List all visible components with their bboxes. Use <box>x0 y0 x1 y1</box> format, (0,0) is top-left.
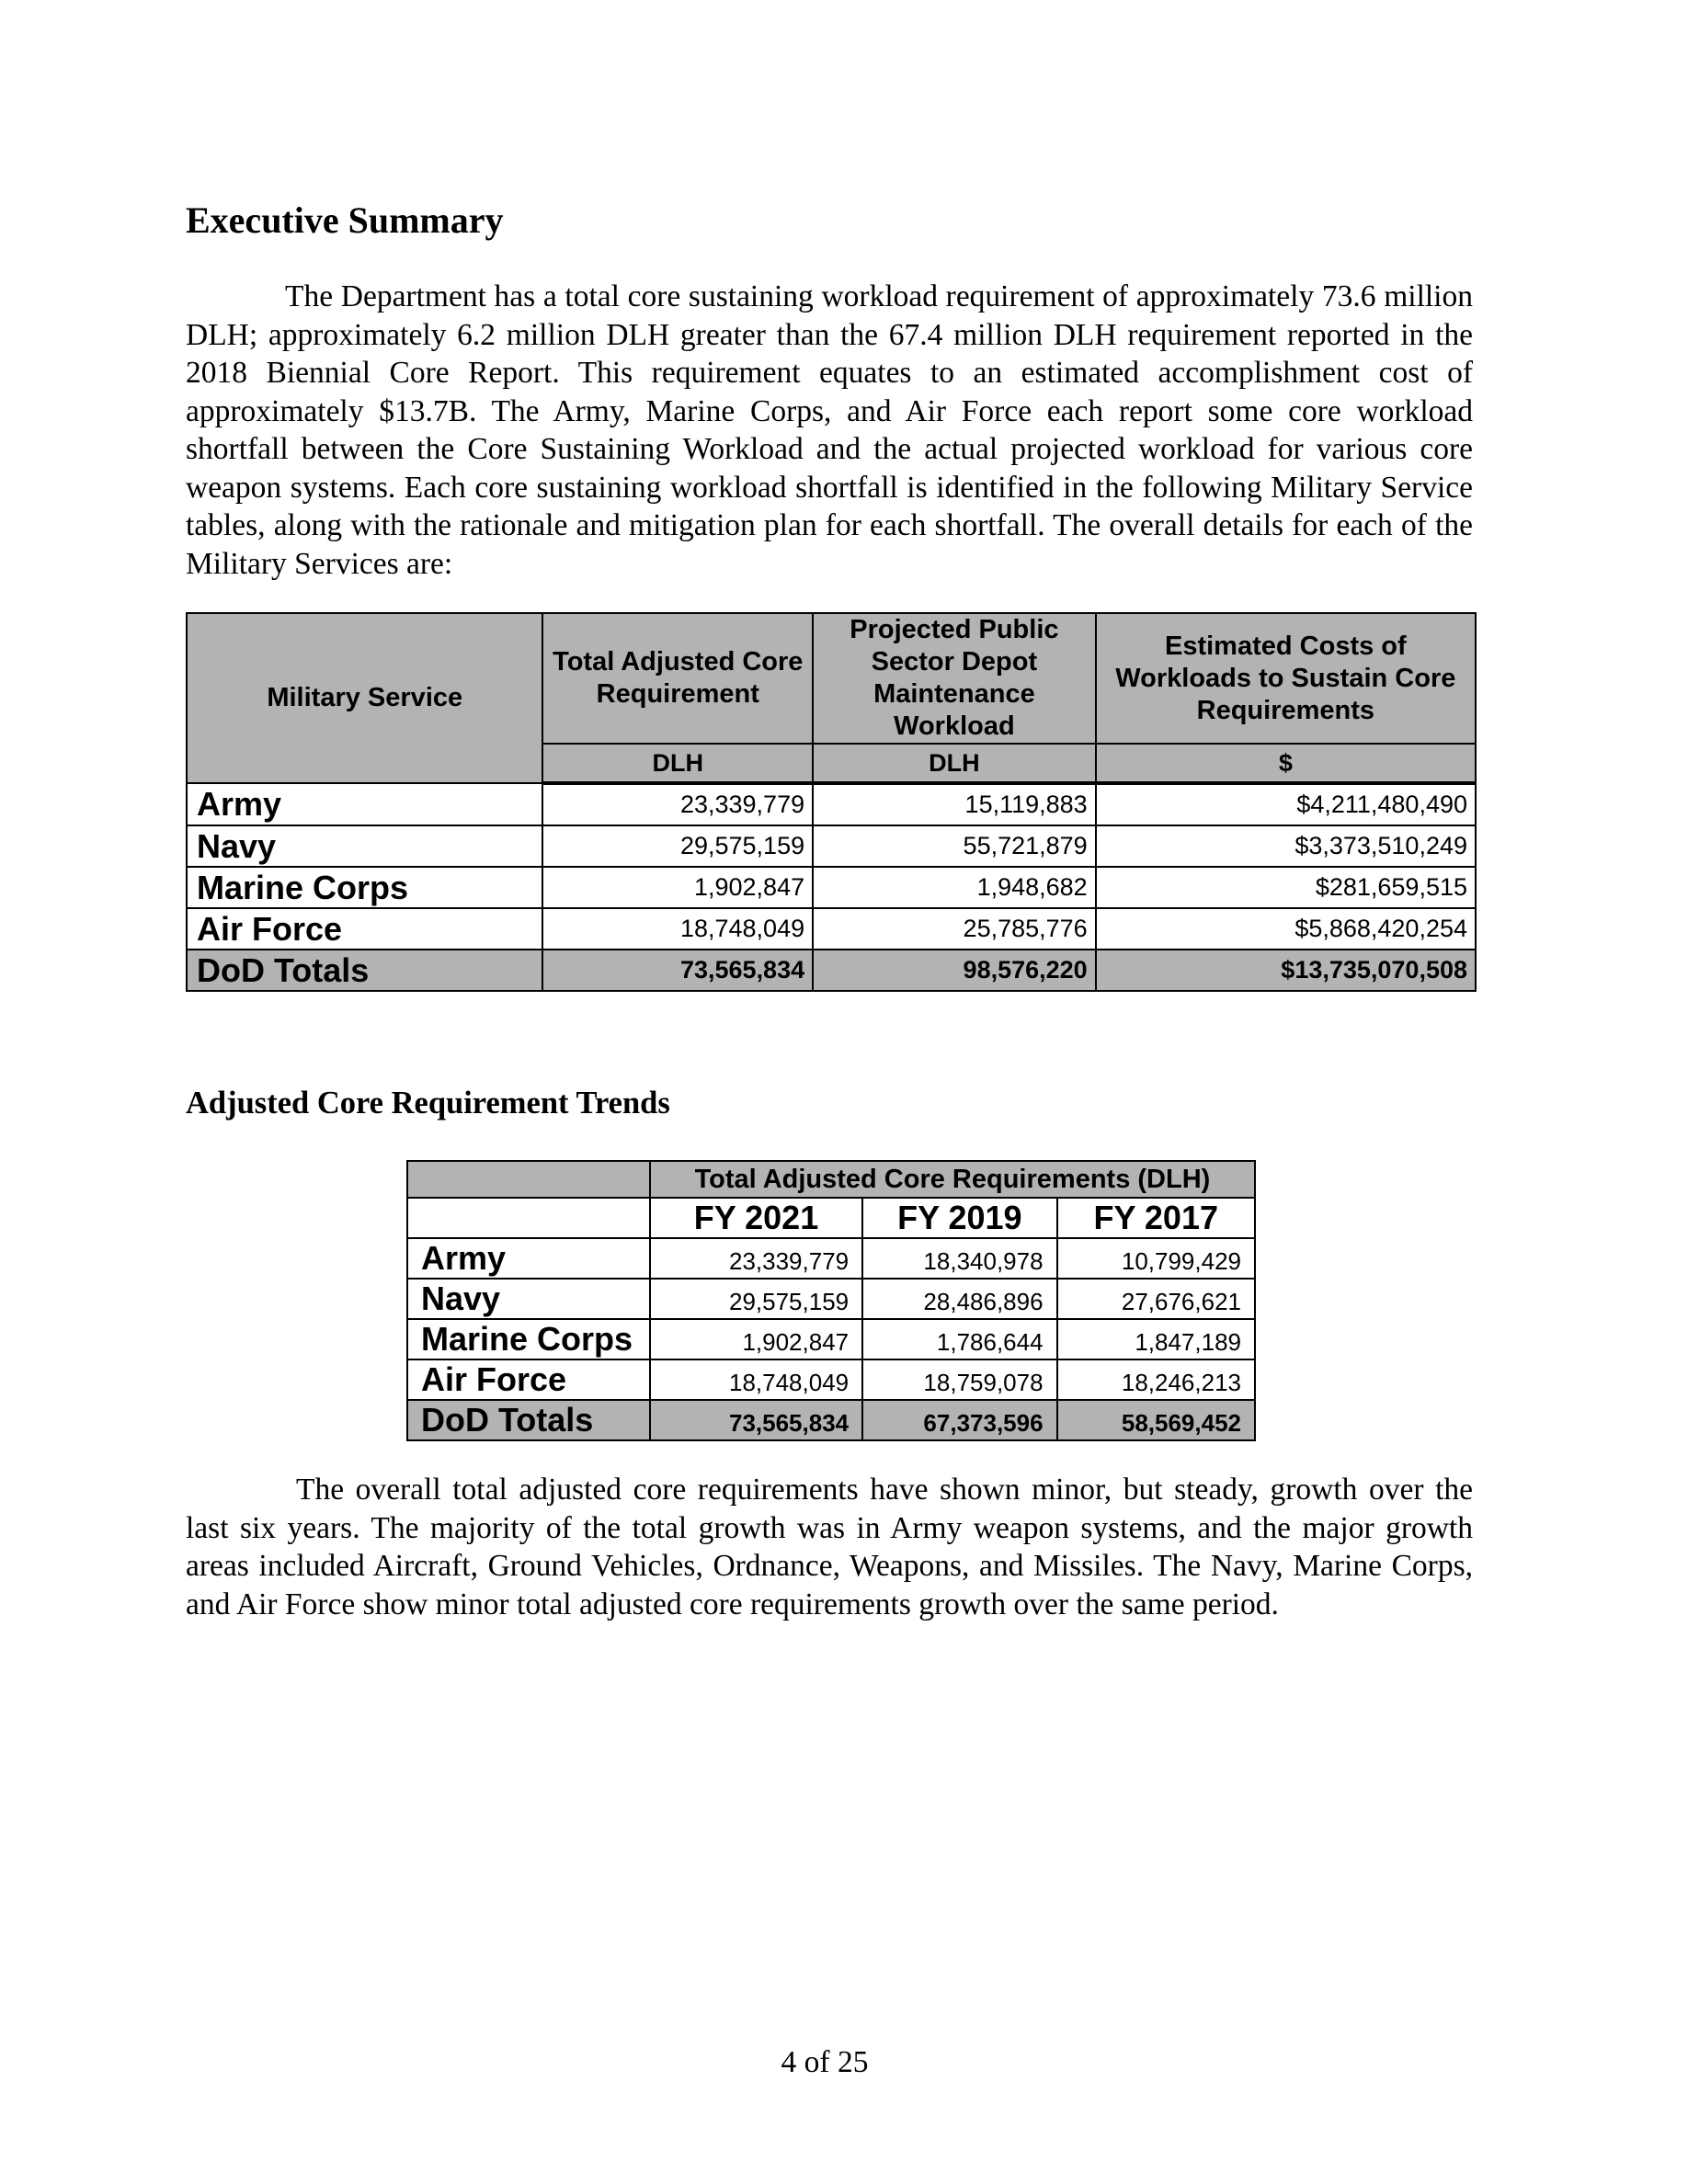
trends-heading: Adjusted Core Requirement Trends <box>186 1086 670 1120</box>
page-number: 4 of 25 <box>781 2045 869 2079</box>
year-header: FY 2019 <box>862 1198 1056 1238</box>
year-value: 18,340,978 <box>862 1238 1056 1279</box>
year-value: 1,902,847 <box>650 1319 862 1359</box>
total-estimated-costs: $13,735,070,508 <box>1096 950 1476 991</box>
year-value: 18,759,078 <box>862 1359 1056 1400</box>
table-row <box>407 1279 1255 1319</box>
service-name: Air Force <box>407 1359 650 1400</box>
year-header: FY 2021 <box>650 1198 862 1238</box>
total-year-value: 67,373,596 <box>862 1400 1056 1440</box>
year-value: 28,486,896 <box>862 1279 1056 1319</box>
page-heading: Executive Summary <box>186 199 504 241</box>
service-name: Marine Corps <box>407 1319 650 1359</box>
unit-projected-workload: DLH <box>813 744 1096 783</box>
total-year-value: 58,569,452 <box>1057 1400 1255 1440</box>
table-row <box>187 783 1476 825</box>
core-requirement-value: 1,902,847 <box>542 867 813 908</box>
service-name: Navy <box>187 825 542 867</box>
year-value: 10,799,429 <box>1057 1238 1255 1279</box>
col-header-projected-workload: Projected Public Sector Depot Maintenance Workload <box>813 613 1096 744</box>
year-header: FY 2017 <box>1057 1198 1255 1238</box>
year-value: 1,786,644 <box>862 1319 1056 1359</box>
year-value: 27,676,621 <box>1057 1279 1255 1319</box>
col-header-military-service: Military Service <box>187 613 542 783</box>
table-row <box>407 1319 1255 1359</box>
service-name: Navy <box>407 1279 650 1319</box>
table-row <box>187 867 1476 908</box>
table-row <box>187 825 1476 867</box>
totals-row <box>407 1400 1255 1440</box>
projected-workload-value: 1,948,682 <box>813 867 1096 908</box>
closing-paragraph: The overall total adjusted core requirements have shown minor, but steady, growth over the last six years. The majority of the total growth was in Army weapon systems, and the major growth areas included Aircraft, Ground Vehicles, Ordnance, Weapons, and Missiles. The Navy, Marine Corps, and Air Force show minor total adjusted core requirements growth over the same period. <box>186 1473 1473 1621</box>
core-requirement-trends-table <box>406 1160 1256 1441</box>
projected-workload-value: 15,119,883 <box>813 783 1096 825</box>
year-value: 29,575,159 <box>650 1279 862 1319</box>
year-value: 18,246,213 <box>1057 1359 1255 1400</box>
total-year-value: 73,565,834 <box>650 1400 862 1440</box>
total-projected-workload: 98,576,220 <box>813 950 1096 991</box>
estimated-cost-value: $3,373,510,249 <box>1096 825 1476 867</box>
total-core-requirement: 73,565,834 <box>542 950 813 991</box>
table-row <box>407 1359 1255 1400</box>
col-header-core-requirement: Total Adjusted Core Requirement <box>542 613 813 744</box>
table-row <box>407 1238 1255 1279</box>
unit-core-requirement: DLH <box>542 744 813 783</box>
core-requirement-value: 29,575,159 <box>542 825 813 867</box>
core-requirement-value: 23,339,779 <box>542 783 813 825</box>
estimated-cost-value: $4,211,480,490 <box>1096 783 1476 825</box>
table-row <box>187 908 1476 950</box>
trends-table-caption: Total Adjusted Core Requirements (DLH) <box>650 1161 1255 1198</box>
year-blank-cell <box>407 1198 650 1238</box>
totals-label: DoD Totals <box>187 950 542 991</box>
service-name: Air Force <box>187 908 542 950</box>
projected-workload-value: 55,721,879 <box>813 825 1096 867</box>
year-value: 18,748,049 <box>650 1359 862 1400</box>
service-name: Army <box>187 783 542 825</box>
totals-row <box>187 950 1476 991</box>
core-requirement-value: 18,748,049 <box>542 908 813 950</box>
service-name: Army <box>407 1238 650 1279</box>
year-value: 23,339,779 <box>650 1238 862 1279</box>
unit-estimated-costs: $ <box>1096 744 1476 783</box>
col-header-estimated-costs: Estimated Costs of Workloads to Sustain Core Requirements <box>1096 613 1476 744</box>
military-service-summary-table <box>186 612 1477 992</box>
year-value: 1,847,189 <box>1057 1319 1255 1359</box>
estimated-cost-value: $281,659,515 <box>1096 867 1476 908</box>
header-blank-cell <box>407 1161 650 1198</box>
estimated-cost-value: $5,868,420,254 <box>1096 908 1476 950</box>
totals-label: DoD Totals <box>407 1400 650 1440</box>
intro-paragraph: The Department has a total core sustaining workload requirement of approximately 73.6 million DLH; approximately 6.2 million DLH greater than the 67.4 million DLH requirement reported in the 2018 Biennial Core Report. This requirement equates to an estimated accomplishment cost of approximately $13.7B. The Army, Marine Corps, and Air Force each report some core workload shortfall between the Core Sustaining Workload and the actual projected workload for various core weapon systems. Each core sustaining workload shortfall is identified in the following Military Service tables, along with the rationale and mitigation plan for each shortfall. The overall details for each of the Military Services are: <box>186 279 1473 581</box>
service-name: Marine Corps <box>187 867 542 908</box>
projected-workload-value: 25,785,776 <box>813 908 1096 950</box>
